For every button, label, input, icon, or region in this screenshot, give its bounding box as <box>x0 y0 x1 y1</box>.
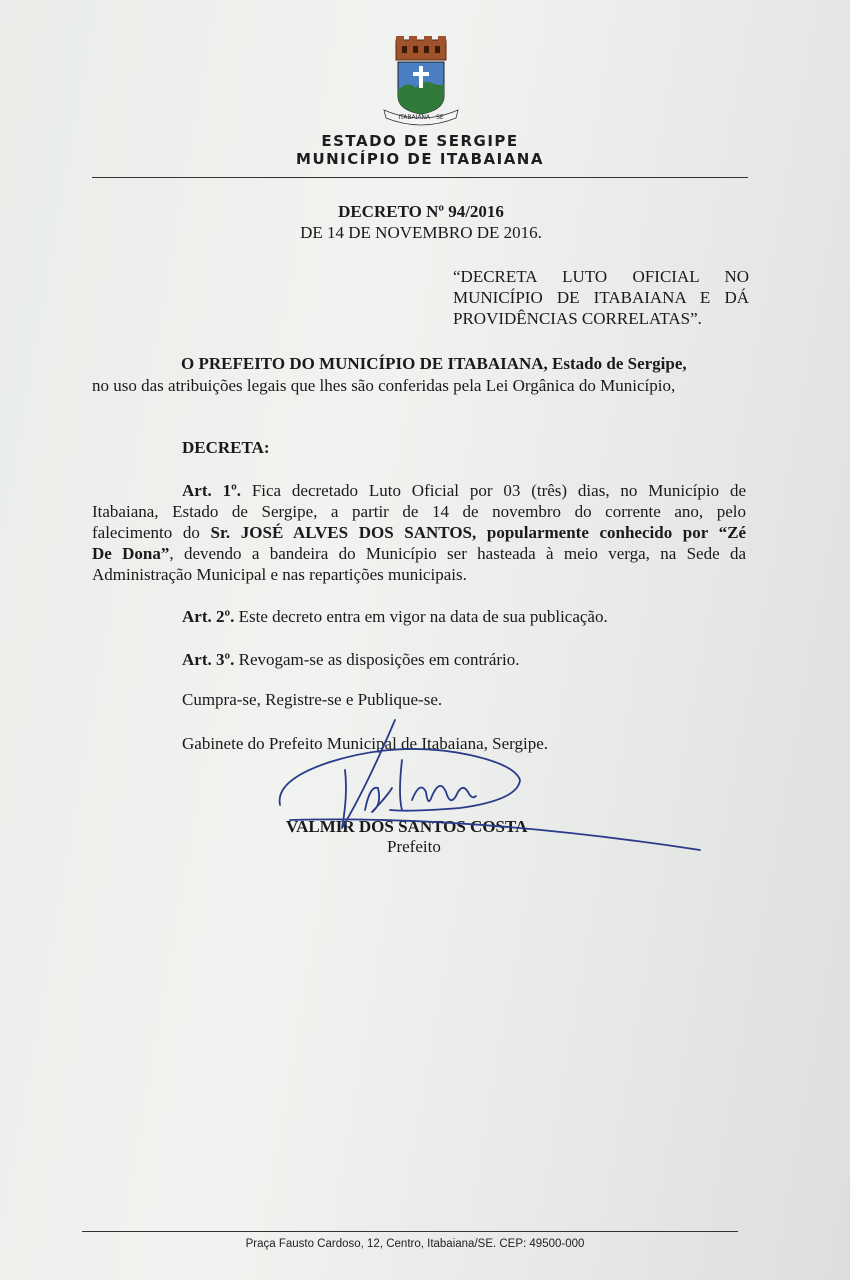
preamble-bold: O PREFEITO DO MUNICÍPIO DE ITABAIANA, Estado de Sergipe, <box>181 354 687 373</box>
header-municipality: MUNICÍPIO DE ITABAIANA <box>296 150 544 168</box>
art1-honoree: Sr. JOSÉ ALVES DOS SANTOS, popularmente conhecido por “Zé <box>210 523 747 542</box>
art1-line: Itabaiana, Estado de Sergipe, a partir de 14 de novembro do corrente ano, pelo <box>92 502 746 521</box>
summary-line: “DECRETA LUTO OFICIAL NO <box>453 267 749 286</box>
art3-text: Revogam-se as disposições em contrário. <box>238 650 520 669</box>
art1-honoree: De Dona” <box>92 544 170 563</box>
art3-line <box>182 649 520 670</box>
header-divider <box>92 177 748 178</box>
municipal-crest-icon <box>376 34 466 126</box>
art1-line: Administração Municipal e nas repartições municipais. <box>92 565 467 584</box>
footer-divider <box>82 1231 738 1232</box>
header-state: ESTADO DE SERGIPE <box>321 132 519 150</box>
decreta-heading: DECRETA: <box>182 438 270 457</box>
art2-label: Art. 2º. <box>182 607 235 626</box>
art3-label: Art. 3º. <box>182 650 235 669</box>
handwritten-signature <box>270 700 720 860</box>
crest-ribbon-text: ITABAIANA - SE <box>398 114 444 121</box>
signatory-name: VALMIR DOS SANTOS COSTA <box>286 817 528 836</box>
summary-line: PROVIDÊNCIAS CORRELATAS”. <box>453 309 702 328</box>
art1-text: Fica decretado Luto Oficial por 03 (três) dias, no Município de <box>251 481 746 500</box>
art1-text: falecimento do <box>92 523 200 542</box>
art2-text: Este decreto entra em vigor na data de sua publicação. <box>238 607 608 626</box>
footer-address: Praça Fausto Cardoso, 12, Centro, Itabaiana/SE. CEP: 49500-000 <box>245 1238 585 1250</box>
office-line: Gabinete do Prefeito Municipal de Itabaiana, Sergipe. <box>182 734 549 753</box>
art1-text: , devendo a bandeira do Município ser hasteada à meio verga, na Sede da <box>169 544 746 563</box>
art1-line <box>92 543 746 564</box>
preamble-text: no uso das atribuições legais que lhes são conferidas pela Lei Orgânica do Município, <box>92 376 676 395</box>
signatory-title: Prefeito <box>387 837 441 856</box>
art1-line <box>92 522 746 543</box>
decree-number: DECRETO Nº 94/2016 <box>338 202 504 221</box>
summary-line: MUNICÍPIO DE ITABAIANA E DÁ <box>453 288 749 307</box>
art2-line <box>182 606 608 627</box>
art1-label: Art. 1º. <box>182 481 241 500</box>
decree-date: DE 14 DE NOVEMBRO DE 2016. <box>300 223 542 242</box>
closing-formula: Cumpra-se, Registre-se e Publique-se. <box>182 690 443 709</box>
art1-line <box>182 480 746 501</box>
